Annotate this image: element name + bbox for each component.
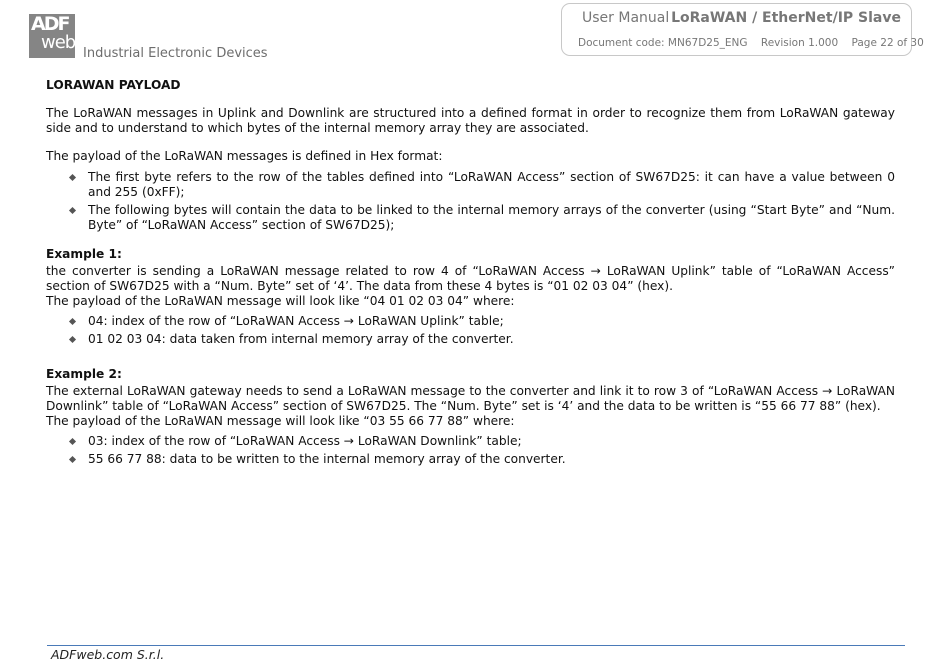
example-2-payload: The payload of the LoRaWAN message will look like “03 55 66 77 88” where: [46,414,515,428]
header-revision: Revision 1.000 [760,37,839,49]
bullet-icon [69,174,76,181]
footer-divider [47,645,905,646]
list-item [46,203,895,233]
bullet-icon [69,207,76,214]
bullet-icon [69,456,76,463]
page-content [46,78,895,467]
header-meta [578,37,934,49]
example-2-bullet-list [46,434,895,467]
example-1-text: the converter is sending a LoRaWAN message related to row 4 of “LoRaWAN Access → LoRaWAN Uplink” table of “LoRaWAN Access” section of SW67D25 with a “Num. Byte” set of ‘4’. The data from these 4 bytes is “01 02 03 04” (hex). [46,264,895,293]
example-1-bullet-list [46,314,895,347]
list-item-text: 01 02 03 04: data taken from internal memory array of the converter. [88,332,514,346]
document-header-box [561,3,924,56]
header-page-number: Page 22 of 30 [851,37,924,49]
list-item-text: 55 66 77 88: data to be written to the internal memory array of the converter. [88,452,566,466]
logo-text-adf: ADF [31,13,69,35]
format-bullet-list [46,170,895,233]
example-2-title: Example 2: [46,367,122,381]
company-tagline: Industrial Electronic Devices [83,46,268,61]
list-item [46,314,895,329]
header-manual-label: User Manual [582,10,670,26]
footer-company: ADFweb.com S.r.l. [51,647,165,662]
header-product-title: LoRaWAN / EtherNet/IP Slave [671,10,901,26]
example-2-text: The external LoRaWAN gateway needs to send a LoRaWAN message to the converter and link it to row 3 of “LoRaWAN Access → LoRaWAN Downlink” table of “LoRaWAN Access” section of SW67D25. The “Num. Byte” set is ‘4’ and the data to be written is “55 66 77 88” (hex). [46,384,895,413]
list-item [46,434,895,449]
intro-paragraph: The LoRaWAN messages in Uplink and Downlink are structured into a defined format in order to recognize them from LoRaWAN gateway side and to understand to which bytes of the internal memory array they are associated. [46,106,895,135]
list-item [46,452,895,467]
bullet-icon [69,438,76,445]
list-item-text: The first byte refers to the row of the tables defined into “LoRaWAN Access” section of SW67D25: it can have a value between 0 and 255 (0xFF); [88,170,895,199]
example-1-payload: The payload of the LoRaWAN message will look like “04 01 02 03 04” where: [46,294,515,308]
logo-text-web: web [41,32,76,53]
adfweb-logo [29,14,75,58]
list-item-text: The following bytes will contain the data to be linked to the internal memory arrays of the converter (using “Start Byte” and “Num. Byte” of “LoRaWAN Access” section of SW67D25); [88,203,895,232]
format-paragraph: The payload of the LoRaWAN messages is defined in Hex format: [46,149,443,163]
list-item-text: 04: index of the row of “LoRaWAN Access → LoRaWAN Uplink” table; [88,314,504,328]
list-item [46,332,895,347]
example-1-title: Example 1: [46,247,122,261]
list-item [46,170,895,200]
bullet-icon [69,318,76,325]
header-doc-code: Document code: MN67D25_ENG [578,37,748,49]
bullet-icon [69,336,76,343]
list-item-text: 03: index of the row of “LoRaWAN Access → LoRaWAN Downlink” table; [88,434,522,448]
section-title: LORAWAN PAYLOAD [46,78,181,92]
